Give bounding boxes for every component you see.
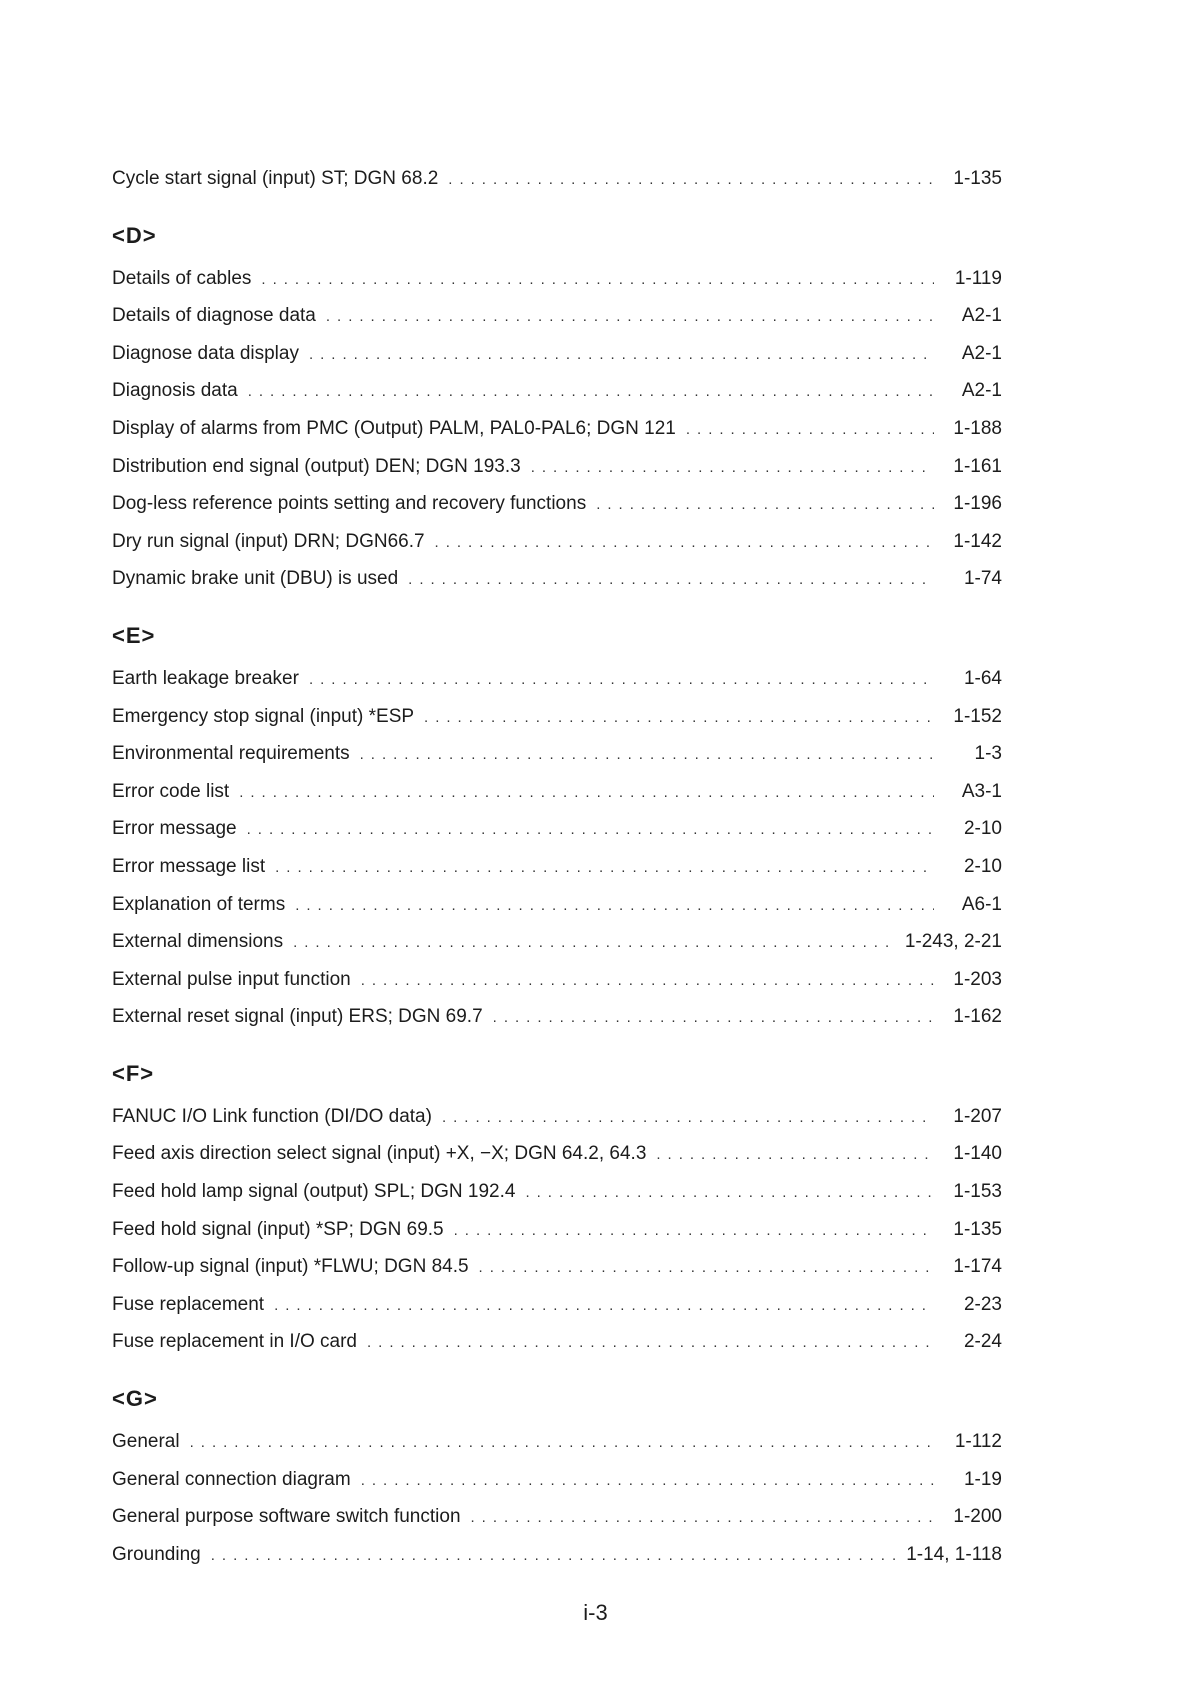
- dot-leader: [274, 1287, 934, 1325]
- entry-page-reference: 2-24: [963, 1331, 1002, 1353]
- page-number: i-3: [583, 1600, 608, 1625]
- entry-title: Dynamic brake unit (DBU) is used: [112, 568, 399, 590]
- entry-title: General purpose software switch function: [112, 1506, 461, 1528]
- dot-leader: [454, 1212, 934, 1250]
- entry-title: Distribution end signal (output) DEN; DGN 193.3: [112, 455, 521, 477]
- entry-title: Fuse replacement: [112, 1293, 265, 1315]
- entry-page-reference: 1-140: [953, 1143, 1002, 1165]
- entry-title: General: [112, 1431, 180, 1453]
- index-entry: [112, 297, 1002, 335]
- dot-leader: [442, 1099, 934, 1137]
- dot-leader: [525, 1174, 934, 1212]
- entry-page-reference: 1-152: [953, 705, 1002, 727]
- entry-page-reference: 2-10: [963, 818, 1002, 840]
- entry-page-reference: A2-1: [961, 342, 1002, 364]
- dot-leader: [448, 161, 934, 199]
- entry-title: Earth leakage breaker: [112, 667, 299, 689]
- entry-title: Display of alarms from PMC (Output) PALM, PAL0-PAL6; DGN 121: [112, 417, 676, 439]
- entry-page-reference: 1-14, 1-118: [906, 1543, 1002, 1565]
- entry-title: Error message list: [112, 855, 266, 877]
- dot-leader: [190, 1424, 934, 1462]
- index-entry: [112, 998, 1002, 1036]
- entry-page-reference: A3-1: [961, 780, 1002, 802]
- entry-title: Dry run signal (input) DRN; DGN66.7: [112, 530, 425, 552]
- entry-page-reference: 1-243, 2-21: [904, 931, 1002, 953]
- dot-leader: [239, 774, 934, 812]
- dot-leader: [435, 524, 934, 562]
- entry-page-reference: A2-1: [961, 380, 1002, 402]
- entry-page-reference: 1-153: [953, 1181, 1002, 1203]
- index-entry: [112, 660, 1002, 698]
- entry-title: Environmental requirements: [112, 743, 350, 765]
- index-entry: [112, 560, 1002, 598]
- entry-page-reference: 2-10: [963, 855, 1002, 877]
- entry-page-reference: 1-74: [963, 568, 1002, 590]
- index-entry: [112, 1248, 1002, 1286]
- entry-title: Error code list: [112, 780, 230, 802]
- entry-page-reference: 1-112: [954, 1431, 1002, 1453]
- dot-leader: [493, 999, 934, 1037]
- index-entry: [112, 1135, 1002, 1173]
- dot-leader: [531, 449, 934, 487]
- dot-leader: [247, 811, 934, 849]
- entry-page-reference: 1-162: [953, 1006, 1002, 1028]
- entry-title: Emergency stop signal (input) *ESP: [112, 705, 415, 727]
- index-entry: [112, 1498, 1002, 1536]
- entry-page-reference: 1-207: [953, 1105, 1002, 1127]
- index-entry: [112, 848, 1002, 886]
- entry-title: External dimensions: [112, 931, 284, 953]
- section-heading: <E>: [112, 622, 156, 648]
- index-entry: [112, 1323, 1002, 1361]
- dot-leader: [367, 1324, 934, 1362]
- index-entry: [112, 773, 1002, 811]
- entry-title: Cycle start signal (input) ST; DGN 68.2: [112, 168, 439, 189]
- index-entry: [112, 1423, 1002, 1461]
- index-entry: [112, 1098, 1002, 1136]
- index-entry: [112, 1211, 1002, 1249]
- index-entry: [112, 260, 1002, 298]
- entry-title: Feed axis direction select signal (input) +X, −X; DGN 64.2, 64.3: [112, 1143, 647, 1165]
- entry-title: Grounding: [112, 1543, 201, 1565]
- entry-title: Fuse replacement in I/O card: [112, 1331, 357, 1353]
- dot-leader: [293, 924, 897, 962]
- dot-leader: [295, 887, 934, 925]
- dot-leader: [211, 1537, 898, 1575]
- entry-title: Error message: [112, 818, 237, 840]
- dot-leader: [361, 962, 934, 1000]
- entry-title: FANUC I/O Link function (DI/DO data): [112, 1105, 432, 1127]
- entry-page-reference: 1-188: [953, 417, 1002, 439]
- entry-page-reference: 1-200: [953, 1506, 1002, 1528]
- dot-leader: [326, 298, 934, 336]
- entry-title: General connection diagram: [112, 1468, 351, 1490]
- dot-leader: [309, 661, 934, 699]
- entry-page-reference: 1-203: [953, 968, 1002, 990]
- entry-page-reference: A6-1: [961, 893, 1002, 915]
- index-entry: [112, 810, 1002, 848]
- entry-page-reference: 1-3: [974, 743, 1002, 765]
- entry-title: Diagnose data display: [112, 342, 299, 364]
- entry-title: Dog-less reference points setting and recovery functions: [112, 493, 587, 515]
- index-content: [112, 160, 1002, 1573]
- entry-title: Feed hold lamp signal (output) SPL; DGN 192.4: [112, 1181, 516, 1203]
- entry-page-reference: 1-135: [953, 168, 1002, 189]
- dot-leader: [471, 1499, 934, 1537]
- entry-title: External pulse input function: [112, 968, 351, 990]
- index-entry: [112, 1461, 1002, 1499]
- dot-leader: [656, 1136, 934, 1174]
- entry-title: Follow-up signal (input) *FLWU; DGN 84.5: [112, 1256, 469, 1278]
- dot-leader: [361, 1462, 934, 1500]
- entry-page-reference: 1-119: [954, 267, 1002, 289]
- entry-page-reference: 1-135: [953, 1218, 1002, 1240]
- dot-leader: [424, 699, 934, 737]
- index-entry: [112, 961, 1002, 999]
- entry-page-reference: 1-142: [953, 530, 1002, 552]
- entry-title: Diagnosis data: [112, 380, 238, 402]
- index-entry: [112, 523, 1002, 561]
- index-entry: [112, 886, 1002, 924]
- entry-page-reference: 1-64: [963, 667, 1002, 689]
- entry-page-reference: 1-196: [953, 493, 1002, 515]
- index-entry: [112, 735, 1002, 773]
- index-entry: [112, 448, 1002, 486]
- entry-title: Feed hold signal (input) *SP; DGN 69.5: [112, 1218, 444, 1240]
- index-entry: [112, 923, 1002, 961]
- dot-leader: [686, 411, 934, 449]
- entry-page-reference: 1-19: [963, 1468, 1002, 1490]
- dot-leader: [408, 561, 934, 599]
- index-entry: [112, 335, 1002, 373]
- entry-title: Details of diagnose data: [112, 305, 316, 327]
- dot-leader: [596, 486, 934, 524]
- dot-leader: [248, 373, 934, 411]
- dot-leader: [261, 261, 934, 299]
- entry-title: External reset signal (input) ERS; DGN 69.7: [112, 1006, 483, 1028]
- index-entry: [112, 410, 1002, 448]
- index-entry: [112, 372, 1002, 410]
- section-heading: <G>: [112, 1386, 158, 1412]
- section-heading: <F>: [112, 1060, 155, 1086]
- entry-page-reference: A2-1: [961, 305, 1002, 327]
- section-heading: <D>: [112, 222, 157, 248]
- entry-title: Details of cables: [112, 267, 252, 289]
- entry-page-reference: 1-161: [953, 455, 1002, 477]
- index-entry: [112, 698, 1002, 736]
- dot-leader: [360, 736, 934, 774]
- dot-leader: [275, 849, 934, 887]
- index-entry: [112, 485, 1002, 523]
- index-entry: [112, 1173, 1002, 1211]
- dot-leader: [479, 1249, 934, 1287]
- entry-title: Explanation of terms: [112, 893, 286, 915]
- index-entry: [112, 1536, 1002, 1574]
- entry-page-reference: 2-23: [963, 1293, 1002, 1315]
- index-entry: [112, 1286, 1002, 1324]
- dot-leader: [309, 336, 934, 374]
- index-entry: [112, 160, 1002, 198]
- entry-page-reference: 1-174: [953, 1256, 1002, 1278]
